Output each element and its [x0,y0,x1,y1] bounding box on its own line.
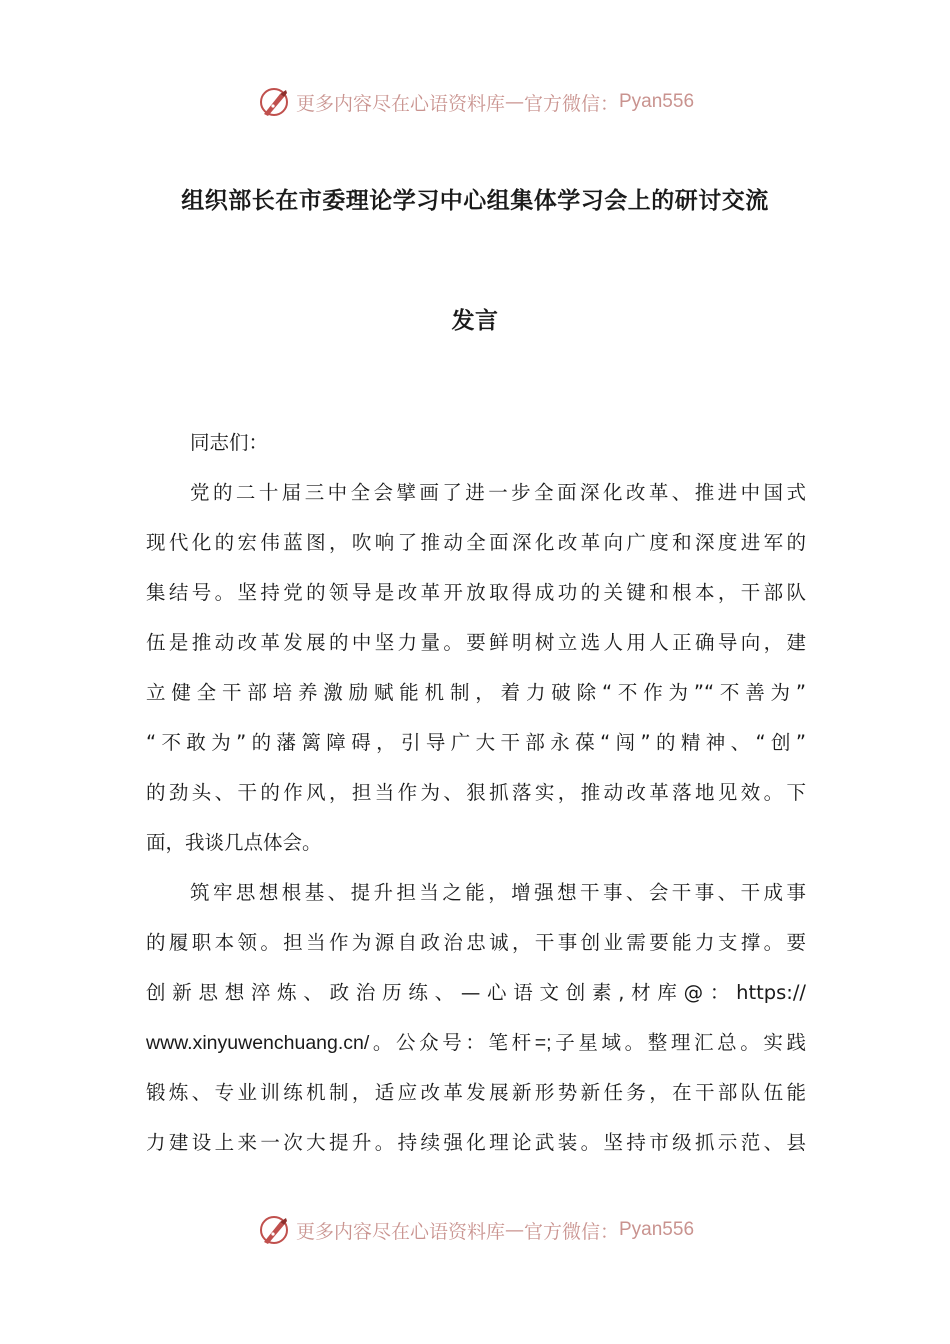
pen-nib-logo-icon [256,1212,292,1248]
banner-text: 更多内容尽在心语资料库 [295,92,505,115]
banner-wechat-label: 官方微信： [523,1220,619,1243]
paragraph-line: 立健全干部培养激励赋能机制，着力破除“不作为”“不善为” [146,681,806,704]
pen-nib-logo-icon [256,84,292,120]
paragraph-line: 的履职本领。担当作为源自政治忠诚，干事创业需要能力支撑。要 [146,931,806,954]
paragraph-line: 筑牢思想根基、提升担当之能，增强想干事、会干事、干成事 [190,881,806,904]
document-title-line-2: 发言 [451,308,499,334]
banner-dash: — [504,91,524,113]
banner-text: 更多内容尽在心语资料库 [295,1220,505,1243]
banner-wechat-label: 官方微信： [523,92,619,115]
document-title-line-1: 组织部长在市委理论学习中心组集体学习会上的研讨交流 [181,188,769,214]
paragraph-line: 创新思想淬炼、政治历练、—心语文创素,材库@：https:// [146,981,806,1004]
paragraph-line-url: www.xinyuwenchuang.cn/。公众号：笔杆=;子星域。整理汇总。实践 [146,1032,806,1054]
document-body [146,418,806,1168]
paragraph-line: 党的二十届三中全会擘画了进一步全面深化改革、推进中国式 [190,481,806,504]
header-banner [0,80,950,124]
paragraph-line: “不敢为”的藩篱障碍，引导广大干部永葆“闯”的精神、“创” [146,731,806,754]
footer-banner [0,1208,950,1252]
paragraph-line: 集结号。坚持党的领导是改革开放取得成功的关键和根本，干部队 [146,581,806,604]
paragraph-line: 伍是推动改革发展的中坚力量。要鲜明树立选人用人正确导向，建 [146,631,806,654]
paragraph-line: 面，我谈几点体会。 [146,831,322,854]
paragraph-line: 的劲头、干的作风，担当作为、狠抓落实，推动改革落地见效。下 [146,781,806,804]
greeting: 同志们： [190,431,269,454]
paragraph-line: 现代化的宏伟蓝图，吹响了推动全面深化改革向广度和深度进军的 [146,531,806,554]
banner-dash: — [504,1219,524,1241]
banner-wechat-id: Pyan556 [619,91,695,112]
paragraph-line: 力建设上来一次大提升。持续强化理论武装。坚持市级抓示范、县 [146,1131,806,1154]
paragraph-line: 锻炼、专业训练机制，适应改革发展新形势新任务，在干部队伍能 [146,1081,806,1104]
banner-wechat-id: Pyan556 [619,1219,695,1240]
